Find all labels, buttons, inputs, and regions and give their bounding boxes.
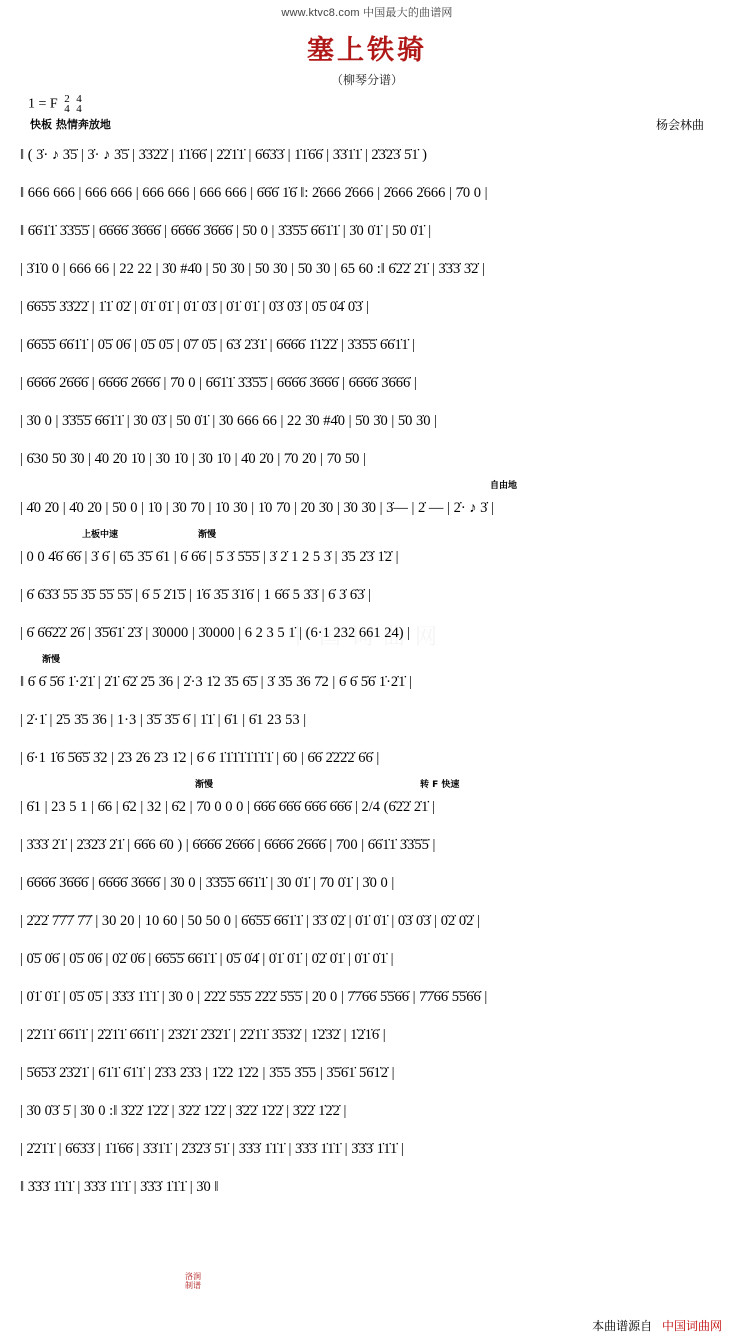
staff-content: | 6̇ 6̇6̇2̇2̇ 2̇6̇ | 3̇5̇6̇1̇ 2̇3̇ | 3̇0000 | 3̇0000 | 6 2 3 5 1̇ | (6·1 232 661 24) | [20,624,411,641]
staff-line [20,326,714,364]
music-staves [20,136,714,1206]
time-sig2-denominator: 4 [76,103,82,116]
staff-content: | 3̇3̇3̇ 2̇1̇ | 2̇3̇2̇3̇ 2̇1̇ | 6̇6̇6 6̇0 ) | 6̇6̇6̇6̇ 2̇6̇6̇6̇ | 6̇6̇6̇6̇ 2̇6̇6̇6̇ | 7̇00 | 6̇6̇1̇1̇ 3̇3̇5̇5̇ | [20,836,436,853]
staff-line [20,1054,714,1092]
expression-marks-row [20,652,714,663]
footer-site-link[interactable]: 中国词曲网 [661,1319,722,1333]
staff-line [20,364,714,402]
staff-line [20,174,714,212]
staff-content: | 3̇1̇0 0 | 666 66 | 22 22 | 3̇0 #4̇0 | 5̇0 3̇0 | 5̇0 3̇0 | 5̇0 3̇0 | 65 60 :‖ 6̇2̇2̇ 2̇1̇ | 3̇3̇3̇ 3̇2̇ | [20,260,485,277]
key-label: 1 = F [28,96,58,112]
staff-content: | 6̇6̇6̇6̇ 3̇6̇6̇6̇ | 6̇6̇6̇6̇ 3̇6̇6̇6̇ | 3̇0 0 | 3̇3̇5̇5̇ 6̇6̇1̇1̇ | 3̇0 0̇1̇ | 7̇0 0̇1̇ | 3̇0 0 | [20,874,395,891]
expression-marks-row [20,478,714,489]
staff-line [20,136,714,174]
staff-line [20,739,714,777]
engraver-stamp: 洛涧 制谱 [185,1272,201,1290]
key-change-mark: 转 F 快速 [420,780,460,790]
staff-content: | 6̇6̇5̇5̇ 3̇3̇2̇2̇ | 1̇1̇ 0̇2̇ | 0̇1̇ 0̇1̇ | 0̇1̇ 0̇3̇ | 0̇1̇ 0̇1̇ | 0̇3̇ 0̇3̇ | 0̇5̇ 0̇4̇ 0̇3̇ | [20,298,369,315]
staff-line [20,288,714,326]
staff-content: | 2̇·1̇ | 2̇5 3̇5 3̇6 | 1·3 | 3̇5̇ 3̇5̇ 6̇ | 1̇1̇ | 6̇1 | 6̇1 23 53 | [20,711,307,728]
staff-line [20,250,714,288]
staff-line [20,614,714,652]
staff-content: ‖ 6̇ 6̇ 5̇6̇ 1̇·2̇1̇ | 2̇1̇ 6̇2̇ 2̇5 3̇6 | 2̇·3 1̇2 3̇5 6̇5̇ | 3̇ 3̇5 3̇6 7̇2 | 6̇ 6̇ 5̇6̇ 1̇·2̇1̇ | [20,673,412,690]
staff-line [20,864,714,902]
staff-content: | 4̇0 2̇0 | 4̇0 2̇0 | 5̇0 0 | 1̇0 | 3̇0 7̇0 | 1̇0 3̇0 | 1̇0 7̇0 | 2̇0 3̇0 | 3̇0 3̇0 | 3̇— | 2̇ — | 2̇· ♪ 3̇ | [20,499,494,516]
key-change-mark: 渐慢 [42,655,61,665]
staff-line [20,212,714,250]
staff-line [20,489,714,527]
tempo-marking: 快板 热情奔放地 [30,118,111,131]
staff-line [20,538,714,576]
staff-content: ‖ 3̇3̇3̇ 1̇1̇1̇ | 3̇3̇3̇ 1̇1̇1̇ | 3̇3̇3̇ 1̇1̇1̇ | 3̇0 ‖ [20,1178,219,1195]
staff-line [20,1016,714,1054]
expression-marks-row [20,527,714,538]
expression-marks-row [20,777,714,788]
staff-content: | 2̇2̇2̇ 7̇7̇7̇ 7̇7̇ | 30 20 | 10 60 | 50 50 0 | 6̇6̇5̇5̇ 6̇6̇1̇1̇ | 3̇3̇ 0̇2̇ | 0̇1̇ 0̇1̇ | 0̇3̇ 0̇3̇ | 0̇2̇ 0̇2̇ | [20,912,480,929]
time-signature-2 [76,94,82,115]
staff-line [20,1130,714,1168]
staff-content: | 0̇5̇ 0̇6̇ | 0̇5̇ 0̇6̇ | 0̇2̇ 0̇6̇ | 6̇6̇5̇5̇ 6̇6̇1̇1̇ | 0̇5̇ 0̇4̇ | 0̇1̇ 0̇1̇ | 0̇2̇ 0̇1̇ | 0̇1̇ 0̇1̇ | [20,950,394,967]
expression-mark: 渐慢 [198,530,217,540]
key-signature [28,94,82,115]
score-meta [0,90,734,136]
staff-line [20,402,714,440]
staff-content: | 2̇2̇1̇1̇ 6̇6̇1̇1̇ | 2̇2̇1̇1̇ 6̇6̇1̇1̇ | 2̇3̇2̇1̇ 2̇3̇2̇1̇ | 2̇2̇1̇1̇ 3̇5̇3̇2̇ | 1̇2̇3̇2̇ | 1̇2̇1̇6̇ | [20,1026,386,1043]
staff-content: | 6̇6̇6̇6̇ 2̇6̇6̇6̇ | 6̇6̇6̇6̇ 2̇6̇6̇6̇ | 7̇0 0 | 6̇6̇1̇1̇ 3̇3̇5̇5̇ | 6̇6̇6̇6̇ 3̇6̇6̇6̇ | 6̇6̇6̇6̇ 3̇6̇6̇6̇ | [20,374,417,391]
staff-line [20,826,714,864]
staff-content: ‖ 6̇6̇1̇1̇ 3̇3̇5̇5̇ | 6̇6̇6̇6̇ 3̇6̇6̇6̇ | 6̇6̇6̇6̇ 3̇6̇6̇6̇ | 5̇0 0 | 3̇3̇5̇5̇ 6̇6̇1̇1̇ | 3̇0 0̇1̇ | 5̇0 0̇1̇ | [20,222,432,239]
staff-content: | 6̇6̇5̇5̇ 6̇6̇1̇1̇ | 0̇5̇ 0̇6̇ | 0̇5̇ 0̇5̇ | 0̇7̇ 0̇5̇ | 6̇3̇ 2̇3̇1̇ | 6̇6̇6̇6̇ 1̇1̇2̇2̇ | 3̇3̇5̇5̇ 6̇6̇1̇1̇ | [20,336,415,353]
time-sig2-numerator: 4 [76,93,82,105]
expression-mark: 上板中速 [82,530,119,540]
staff-line [20,701,714,739]
staff-content: ‖ 666 666 | 666 666 | 666 666 | 666 666 | 6̇6̇6̇ 1̇6̇ ‖: 2̇666 2̇666 | 2̇666 2̇666 | 7̇0 0 | [20,184,488,201]
staff-content: | 0 0 4̇6̇ 6̇6̇ | 3̇ 6̇ | 6̇5 3̇5̇ 6̇1 | 6̇ 6̇6̇ | 5̇ 3̇ 5̇5̇5̇ | 3̇ 2̇ 1 2 5 3̇ | 3̇5 2̇3̇ 1̇2̇ | [20,548,399,565]
staff-content: | 6̇30 5̇0 3̇0 | 4̇0 2̇0 1̇0 | 3̇0 1̇0 | 3̇0 1̇0 | 4̇0 2̇0 | 7̇0 2̇0 | 7̇0 5̇0 | [20,450,366,467]
expression-mark: 自由地 [490,481,518,491]
footer-text: 本曲谱源自 [592,1319,653,1333]
time-sig-denominator: 4 [64,103,70,116]
staff-content: | 2̇2̇1̇1̇ | 6̇6̇3̇3̇ | 1̇1̇6̇6̇ | 3̇3̇1̇1̇ | 2̇3̇2̇3̇ 5̇1̇ | 3̇3̇3̇ 1̇1̇1̇ | 3̇3̇3̇ 1̇1̇1̇ | 3̇3̇3̇ 1̇1̇1̇ | [20,1140,404,1157]
staff-line [20,663,714,701]
footer-credit [592,1317,722,1334]
expression-mark: 渐慢 [195,780,214,790]
staff-line [20,978,714,1016]
staff-content: | 3̇0 0̇3̇ 5̇ | 3̇0 0 :‖ 3̇2̇2̇ 1̇2̇2̇ | 3̇2̇2̇ 1̇2̇2̇ | 3̇2̇2̇ 1̇2̇2̇ | 3̇2̇2̇ 1̇2̇2̇ | [20,1102,347,1119]
top-watermark: www.ktvc8.com 中国最大的曲谱网 [281,7,453,19]
time-signature-1 [64,94,70,115]
staff-content: | 6̇1 | 23 5 1 | 6̇6 | 6̇2 | 32 | 6̇2 | 7̇0 0 0 0 | 6̇6̇6̇ 6̇6̇6̇ 6̇6̇6̇ 6̇6̇6̇ | 2/4 (6̇2̇2̇ 2̇1̇ | [20,798,435,815]
staff-line [20,440,714,478]
page-title: 塞上铁骑 [307,35,427,66]
staff-content: | 3̇0 0 | 3̇3̇5̇5̇ 6̇6̇1̇1̇ | 3̇0 0̇3̇ | 5̇0 0̇1̇ | 3̇0 666 66 | 22 3̇0 #4̇0 | 5̇0 3̇0 | 5̇0 3̇0 | [20,412,438,429]
staff-content: | 5̇6̇5̇3̇ 2̇3̇2̇1̇ | 6̇1̇1̇ 6̇1̇1̇ | 2̇3̇3 2̇3̇3 | 1̇2̇2 1̇2̇2 | 3̇5̇5 3̇5̇5 | 3̇5̇6̇1̇ 5̇6̇1̇2̇ | [20,1064,395,1081]
staff-line [20,576,714,614]
staff-line [20,1092,714,1130]
page-subtitle: （柳琴分谱） [330,73,403,87]
staff-content: ‖ ( 3̇· ♪ 3̇5̇ | 3̇· ♪ 3̇5̇ | 3̇3̇2̇2̇ | 1̇1̇6̇6̇ | 2̇2̇1̇1̇ | 6̇6̇3̇3̇ | 1̇1̇6̇6̇ | 3̇3̇1̇1̇ | 2̇3̇2̇3̇ 5̇1̇ ) [20,146,427,163]
staff-line [20,902,714,940]
time-sig-numerator: 2 [64,93,70,105]
staff-line [20,788,714,826]
composer-credit: 杨会林曲 [655,118,704,132]
staff-content: | 6̇·1 1̇6̇ 5̇6̇5̇ 3̇2 | 2̇3 2̇6 2̇3 1̇2 | 6̇ 6̇ 1̇1̇1̇1̇1̇1̇1̇1̇ | 6̇0 | 6̇6̇ 2̇2̇2̇2̇ 6̇6̇ | [20,749,380,766]
staff-content: | 6̇ 6̇3̇3̇ 5̇5̇ 3̇5̇ 5̇5̇ 5̇5̇ | 6̇ 5̇ 2̇1̇5̇ | 1̇6̇ 3̇5̇ 3̇1̇6̇ | 1 6̇6̇ 5 3̇3̇ | 6̇ 3̇ 6̇3̇ | [20,586,371,603]
staff-line [20,1168,714,1206]
staff-content: | 0̇1̇ 0̇1̇ | 0̇5̇ 0̇5̇ | 3̇3̇3̇ 1̇1̇1̇ | 3̇0 0 | 2̇2̇2̇ 5̇5̇5̇ 2̇2̇2̇ 5̇5̇5̇ | 2̇0 0 | 7̇7̇6̇6̇ 5̇5̇6̇6̇ | 7̇7̇6̇6̇ 5̇5̇6̇6̇ | [20,988,488,1005]
staff-line [20,940,714,978]
